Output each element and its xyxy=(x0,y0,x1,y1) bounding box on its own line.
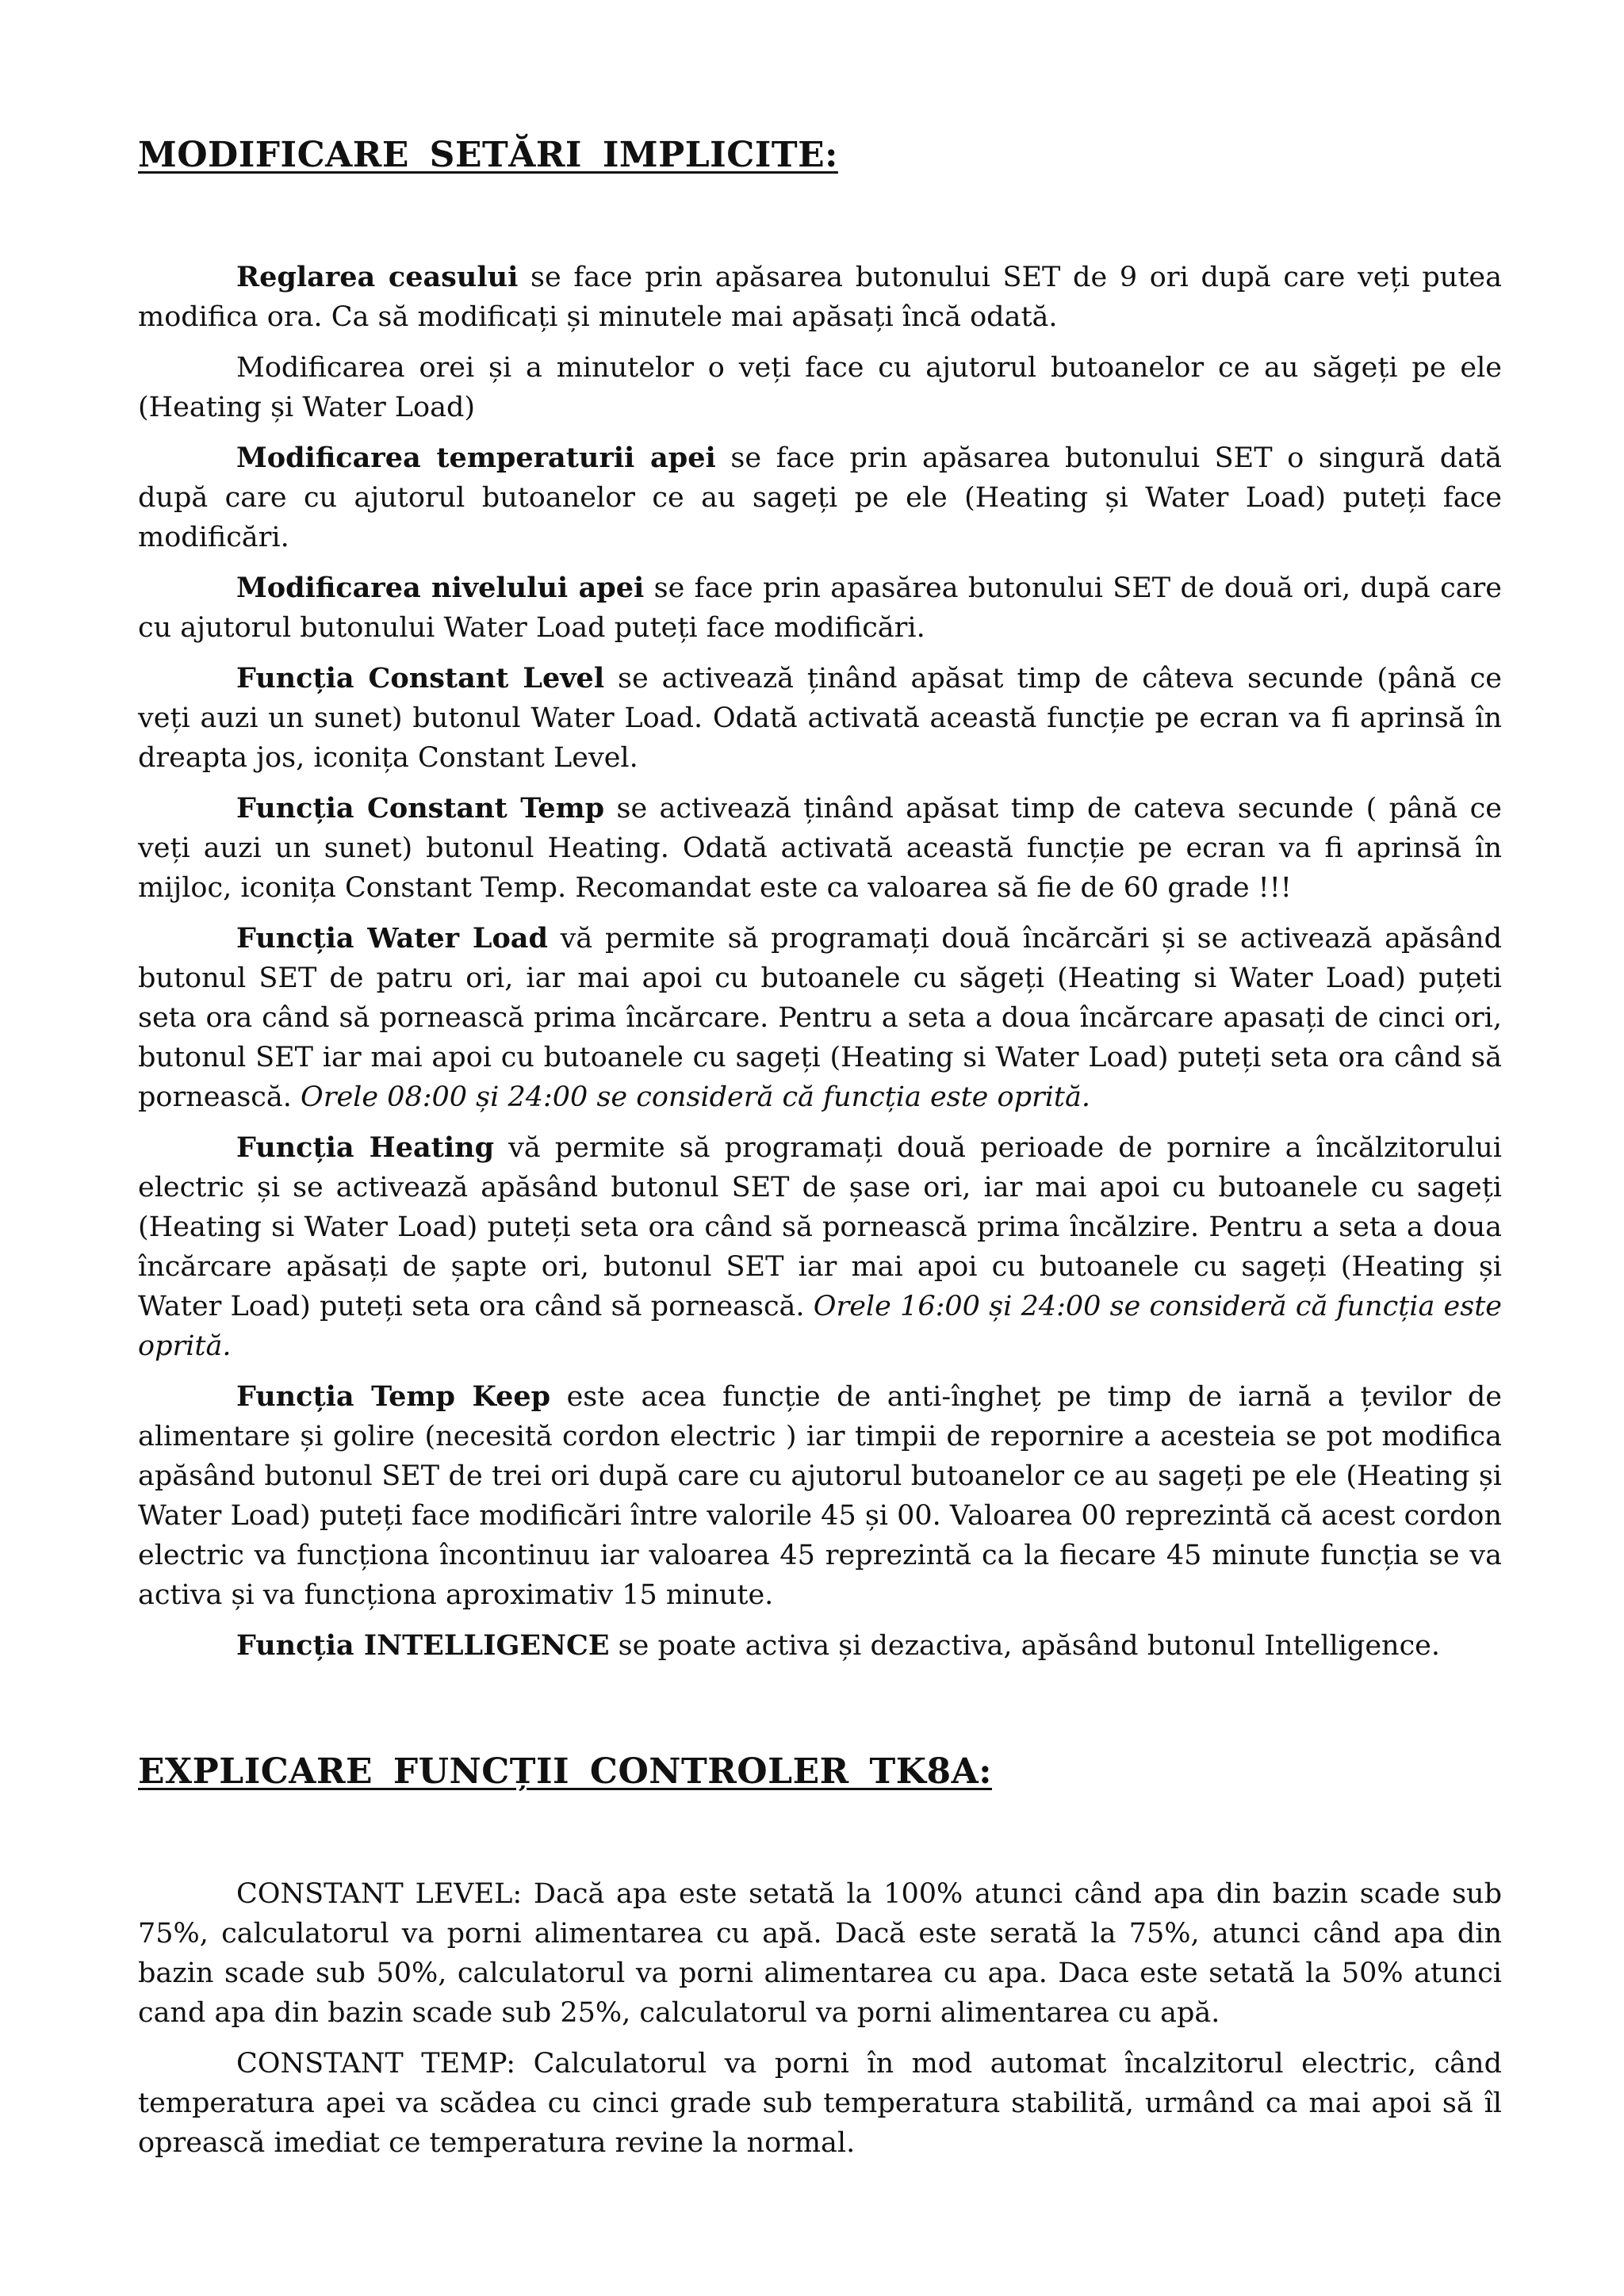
paragraph-text: vă permite să programați două încărcări și se activează apăsând butonul SET de patru ori, iar mai apoi cu butoanele cu săgeți (Heating si Water Load) puțeti seta ora când să pornească prima încărcare. Pentru a seta a doua încărcare apasați de cinci ori, butonul SET iar mai apoi cu butoanele cu sageți (Heating si Water Load) puteți seta ora când să pornească. xyxy=(138,923,1502,1113)
paragraph-intelligence xyxy=(138,1626,1502,1666)
paragraph-lead: Funcția Water Load xyxy=(236,922,548,955)
section-heading-default-settings: MODIFICARE SETĂRI IMPLICITE: xyxy=(138,135,838,175)
paragraph-hour-minute-setting xyxy=(138,348,1502,427)
paragraph-text: Modificarea orei și a minutelor o veți face cu ajutorul butoanelor ce au săgeți pe ele (Heating și Water Load) xyxy=(138,352,1502,423)
section-heading-controller-functions: EXPLICARE FUNCȚII CONTROLER TK8A: xyxy=(138,1751,992,1792)
paragraph-lead: Funcția INTELLIGENCE xyxy=(236,1629,610,1662)
paragraph-lead: Reglarea ceasului xyxy=(236,261,519,293)
paragraph-text: se poate activa și dezactiva, apăsând butonul Intelligence. xyxy=(609,1630,1441,1662)
paragraph-lead: Funcția Heating xyxy=(236,1131,495,1164)
paragraph-text: se activează ținând apăsat timp de câteva secunde (până ce veți auzi un sunet) butonul Water Load. Odată activată această funcție pe ecran va fi aprinsă în dreapta jos, iconița Constant Level. xyxy=(138,663,1502,774)
paragraph-constant-temp-explained xyxy=(138,2044,1502,2163)
section-body-controller-functions xyxy=(138,1874,1502,2163)
paragraph-text: se face prin apasărea butonului SET de două ori, după care cu ajutorul butonului Water Load puteți face modificări. xyxy=(138,572,1502,644)
paragraph-text: se face prin apăsarea butonului SET de 9 ori după care veți putea modifica ora. Ca să modificați și minutele mai apăsați încă odată. xyxy=(138,262,1502,333)
paragraph-text: CONSTANT LEVEL: Dacă apa este setată la 100% atunci când apa din bazin scade sub 75%, calculatorul va porni alimentarea cu apă. Dacă este serată la 75%, atunci când apa din bazin scade sub 50%, calculatorul va porni alimentarea cu apa. Daca este setată la 50% atunci cand apa din bazin scade sub 25%, calculatorul va porni alimentarea cu apă. xyxy=(138,1878,1502,2029)
paragraph-constant-temp xyxy=(138,789,1502,908)
paragraph-clock-setting xyxy=(138,258,1502,337)
paragraph-lead: Funcția Constant Temp xyxy=(236,792,605,825)
paragraph-water-load xyxy=(138,919,1502,1117)
paragraph-lead: Funcția Constant Level xyxy=(236,662,605,695)
paragraph-water-level xyxy=(138,568,1502,648)
paragraph-constant-level-explained xyxy=(138,1874,1502,2033)
paragraph-text: CONSTANT TEMP: Calculatorul va porni în mod automat încalzitorul electric, când temperatura apei va scădea cu cinci grade sub temperatura stabilită, urmând ca mai apoi să îl oprească imediat ce temperatura revine la normal. xyxy=(138,2048,1502,2159)
paragraph-note: Orele 08:00 și 24:00 se consideră că funcția este oprită. xyxy=(301,1081,1090,1113)
paragraph-text: se activează ținând apăsat timp de cateva secunde ( până ce veți auzi un sunet) butonul Heating. Odată activată această funcție pe ecran va fi aprinsă în mijloc, iconița Constant Temp. Recomandat este ca valoarea să fie de 60 grade !!! xyxy=(138,793,1502,904)
paragraph-lead: Modificarea nivelului apei xyxy=(236,572,645,604)
paragraph-water-temperature xyxy=(138,438,1502,557)
paragraph-lead: Funcția Temp Keep xyxy=(236,1380,551,1413)
paragraph-text: se face prin apăsarea butonului SET o singură dată după care cu ajutorul butoanelor ce au sageți pe ele (Heating și Water Load) puteți face modificări. xyxy=(138,442,1502,553)
paragraph-text: vă permite să programați două perioade de pornire a încălzitorului electric și se activează apăsând butonul SET de șase ori, iar mai apoi cu butoanele cu sageți (Heating si Water Load) puteți seta ora când să pornească prima încălzire. Pentru a seta a doua încărcare apăsați de șapte ori, butonul SET iar mai apoi cu butoanele cu sageți (Heating și Water Load) puteți seta ora când să pornească. xyxy=(138,1132,1502,1322)
section-body-default-settings xyxy=(138,258,1502,1666)
document-page xyxy=(138,135,1502,2174)
paragraph-heating xyxy=(138,1128,1502,1366)
paragraph-lead: Modificarea temperaturii apei xyxy=(236,442,716,474)
paragraph-note: Orele 16:00 și 24:00 se consideră că funcția este oprită. xyxy=(138,1291,1502,1362)
paragraph-text: este acea funcție de anti-îngheț pe timp de iarnă a țevilor de alimentare și golire (necesită cordon electric ) iar timpii de repornire a acesteia se pot modifica apăsând butonul SET de trei ori după care cu ajutorul butoanelor ce au sageți pe ele (Heating și Water Load) puteți face modificări între valorile 45 și 00. Valoarea 00 reprezintă că acest cordon electric va funcționa încontinuu iar valoarea 45 reprezintă ca la fiecare 45 minute funcția se va activa și va funcționa aproximativ 15 minute. xyxy=(138,1381,1502,1611)
paragraph-temp-keep xyxy=(138,1377,1502,1615)
paragraph-constant-level xyxy=(138,659,1502,778)
